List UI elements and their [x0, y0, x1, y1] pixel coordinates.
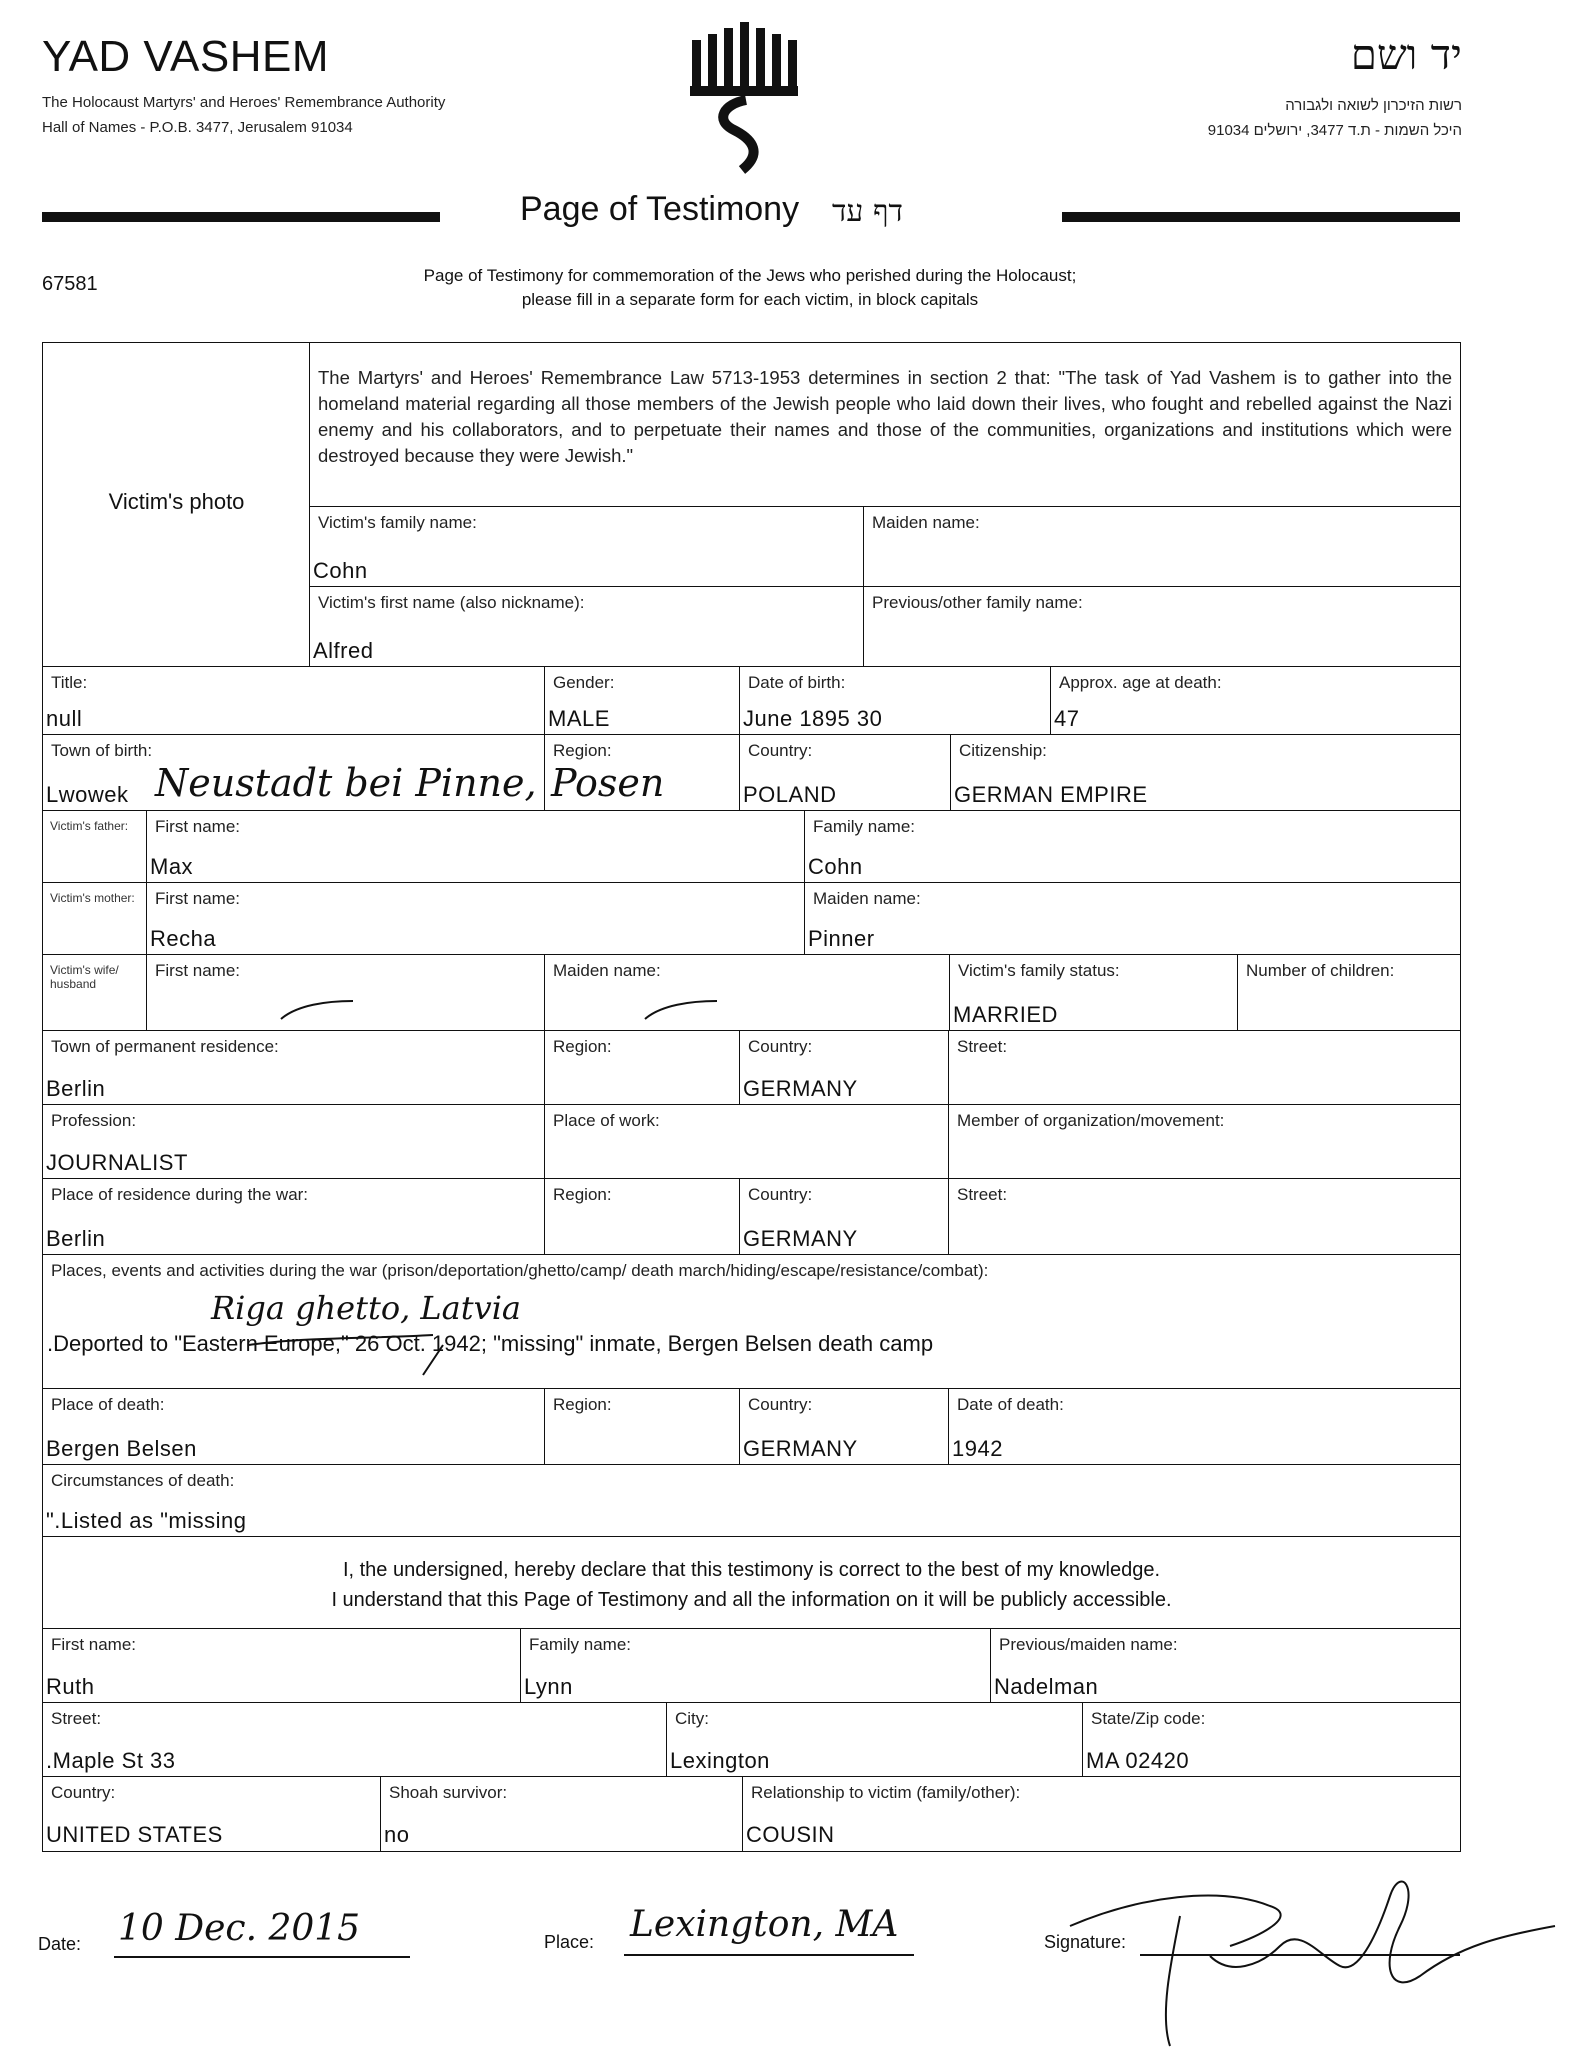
org-name-en: YAD VASHEM	[42, 32, 329, 81]
submitter-first-name: Ruth	[46, 1674, 95, 1699]
spouse-first-name-field	[146, 954, 546, 1032]
handwritten-dash-icon	[277, 995, 357, 1025]
circumstances-field	[42, 1464, 1461, 1538]
organization-field	[948, 1104, 1461, 1180]
victim-prev-family-field	[863, 586, 1461, 668]
signature-icon	[1060, 1856, 1560, 2056]
shoah-survivor-field	[380, 1776, 744, 1852]
mother-maiden-name-field	[804, 882, 1461, 956]
field-label: Maiden name:	[872, 513, 980, 532]
submitter-first-name-field	[42, 1628, 522, 1704]
war-street-field	[948, 1178, 1461, 1256]
field-label: Approx. age at death:	[1059, 673, 1222, 692]
field-label: Place of death:	[51, 1395, 165, 1414]
handwritten-strike-icon	[243, 1325, 463, 1385]
field-label: Region:	[553, 741, 612, 760]
place-label: Place:	[544, 1932, 595, 1952]
field-label: First name:	[51, 1635, 137, 1654]
law-text: The Martyrs' and Heroes' Remembrance Law 5713-1953 determines in section 2 that: "The task of Yad Vashem is to gather into the homeland material regarding all those members of the Jewish people who laid down their lives, who fought and rebelled against the Nazi enemy and his collaborators, and to perpetuate their names and those of the communities, organizations and institutions which were destroyed because they were Jewish."	[318, 367, 1452, 466]
war-country-field	[739, 1178, 950, 1256]
victim-age: 47	[1054, 706, 1080, 731]
residence-country-field	[739, 1030, 950, 1106]
field-label: Victim's family status:	[958, 961, 1120, 980]
field-label: First name:	[155, 889, 241, 908]
org-subtitle-en: The Holocaust Martyrs' and Heroes' Remembrance Authority	[42, 94, 446, 111]
profession: JOURNALIST	[46, 1150, 188, 1175]
declaration-box	[42, 1536, 1461, 1630]
title-bar-left	[42, 212, 440, 222]
mother-first-name-field	[146, 882, 806, 956]
spouse-side-label	[42, 954, 148, 1032]
handwritten-birth-region: Posen	[551, 761, 665, 805]
field-label: State/Zip code:	[1091, 1709, 1206, 1728]
spouse-maiden-name-field	[544, 954, 951, 1032]
declaration-text	[43, 1555, 1460, 1615]
date-line	[114, 1956, 410, 1958]
place-of-work-field	[544, 1104, 950, 1180]
submitter-prev-name: Nadelman	[994, 1674, 1099, 1699]
field-label: Maiden name:	[553, 961, 661, 980]
form-intro-line1: Page of Testimony for commemoration of the Jews who perished during the Holocaust;	[423, 266, 1077, 285]
side-label: Victim's wife/ husband	[50, 963, 119, 991]
field-label: First name:	[155, 817, 241, 836]
war-region-field	[544, 1178, 741, 1256]
date-of-death-field	[948, 1388, 1461, 1466]
victim-maiden-name-field	[863, 506, 1461, 588]
field-label: Place of residence during the war:	[51, 1185, 309, 1204]
submitter-state-zip: MA 02420	[1086, 1748, 1190, 1773]
dob-field	[739, 666, 1052, 736]
document-number: 67581	[42, 273, 98, 295]
victim-title: null	[46, 706, 83, 731]
title-bar-right	[1062, 212, 1460, 222]
field-label: Region:	[553, 1037, 612, 1056]
declaration-line2: I understand that this Page of Testimony and all the information on it will be publicly accessible.	[331, 1589, 1172, 1611]
handwritten-town-of-birth: Neustadt bei Pinne,	[155, 761, 537, 805]
victim-dob: June 1895 30	[743, 706, 883, 731]
place-line	[624, 1954, 914, 1956]
children-field	[1237, 954, 1461, 1032]
family-status: MARRIED	[953, 1002, 1058, 1027]
submitter-prev-name-field	[990, 1628, 1461, 1704]
field-label: Country:	[748, 1185, 813, 1204]
relationship: COUSIN	[746, 1822, 835, 1847]
page-title-he: דף עד	[832, 194, 903, 229]
field-label: Places, events and activities during the war (prison/deportation/ghetto/camp/ death march/hiding/escape/resistance/combat):	[51, 1261, 989, 1280]
father-side-label	[42, 810, 148, 884]
handwritten-events-note: Riga ghetto, Latvia	[211, 1289, 521, 1327]
death-country: GERMANY	[743, 1436, 858, 1461]
field-label: Profession:	[51, 1111, 137, 1130]
submitter-family-name-field	[520, 1628, 992, 1704]
field-label: Citizenship:	[959, 741, 1047, 760]
war-events-text: .Deported to "Eastern Europe," 26 Oct. 1942; "missing" inmate, Bergen Belsen death camp	[47, 1331, 934, 1356]
submitter-street: .Maple St 33	[46, 1748, 176, 1773]
war-country: GERMANY	[743, 1226, 858, 1251]
citizenship-field	[950, 734, 1461, 812]
victim-first-name-field	[309, 586, 865, 668]
title-field	[42, 666, 546, 736]
submitter-country: UNITED STATES	[46, 1822, 223, 1847]
field-label: Country:	[748, 1395, 813, 1414]
victim-gender: MALE	[548, 706, 610, 731]
submitter-city: Lexington	[670, 1748, 770, 1773]
field-label: Number of children:	[1246, 961, 1395, 980]
field-label: Street:	[957, 1185, 1008, 1204]
victim-birth-country: POLAND	[743, 782, 837, 807]
yad-vashem-logo-icon	[684, 20, 800, 180]
gender-field	[544, 666, 741, 736]
victim-family-name: Cohn	[313, 558, 368, 583]
birth-region-field	[544, 734, 741, 812]
field-label: Date of death:	[957, 1395, 1064, 1414]
field-label: Family name:	[529, 1635, 632, 1654]
place-of-death: Bergen Belsen	[46, 1436, 197, 1461]
residence-town-field	[42, 1030, 546, 1106]
war-events-field	[42, 1254, 1461, 1390]
field-label: Region:	[553, 1185, 612, 1204]
relationship-field	[742, 1776, 1461, 1852]
submitter-city-field	[666, 1702, 1084, 1778]
field-label: Town of permanent residence:	[51, 1037, 279, 1056]
field-label: Title:	[51, 673, 88, 692]
mother-side-label	[42, 882, 148, 956]
declaration-line1: I, the undersigned, hereby declare that this testimony is correct to the best of my knowledge.	[342, 1559, 1161, 1581]
residence-street-field	[948, 1030, 1461, 1106]
field-label: Maiden name:	[813, 889, 921, 908]
residence-region-field	[544, 1030, 741, 1106]
signed-place: Lexington, MA	[630, 1904, 899, 1945]
field-label: Victim's family name:	[318, 513, 477, 532]
signed-date: 10 Dec. 2015	[118, 1908, 361, 1949]
side-label: Victim's father:	[50, 819, 129, 833]
victim-town-of-birth: Lwowek	[46, 782, 129, 807]
field-label: Previous/maiden name:	[999, 1635, 1178, 1654]
date-label: Date:	[38, 1934, 82, 1954]
death-country-field	[739, 1388, 950, 1466]
mother-maiden-name: Pinner	[808, 926, 875, 951]
org-address-he: היכל השמות - ת.ד 3477, ירושלים 91034	[1207, 122, 1462, 139]
signature-label: Signature:	[1044, 1932, 1127, 1952]
field-label: Country:	[51, 1783, 116, 1802]
field-label: Town of birth:	[51, 741, 153, 760]
form-intro	[300, 264, 1200, 312]
field-label: Street:	[957, 1037, 1008, 1056]
circumstances-of-death: ".Listed as "missing	[46, 1508, 247, 1533]
date-of-death: 1942	[952, 1436, 1003, 1461]
profession-field	[42, 1104, 546, 1180]
field-label: Country:	[748, 741, 813, 760]
org-address-en: Hall of Names - P.O.B. 3477, Jerusalem 91034	[42, 119, 353, 136]
mother-first-name: Recha	[150, 926, 217, 951]
field-label: Victim's first name (also nickname):	[318, 593, 585, 612]
field-label: Shoah survivor:	[389, 1783, 508, 1802]
town-of-birth-field	[42, 734, 546, 812]
field-label: Place of work:	[553, 1111, 660, 1130]
death-region-field	[544, 1388, 741, 1466]
org-name-he: יד ושם	[1350, 30, 1462, 79]
field-label: First name:	[155, 961, 241, 980]
victim-first-name: Alfred	[313, 638, 374, 663]
age-field	[1050, 666, 1461, 736]
law-text-box	[309, 342, 1461, 508]
field-label: Family name:	[813, 817, 916, 836]
field-label: Previous/other family name:	[872, 593, 1083, 612]
submitter-country-field	[42, 1776, 382, 1852]
victim-family-name-field	[309, 506, 865, 588]
field-label: Street:	[51, 1709, 102, 1728]
place-of-death-field	[42, 1388, 546, 1466]
residence-town: Berlin	[46, 1076, 106, 1101]
form-intro-line2: please fill in a separate form for each victim, in block capitals	[521, 290, 979, 309]
birth-country-field	[739, 734, 952, 812]
shoah-survivor: no	[384, 1822, 410, 1847]
side-label: Victim's mother:	[50, 891, 135, 905]
submitter-street-field	[42, 1702, 668, 1778]
field-label: Member of organization/movement:	[957, 1111, 1225, 1130]
family-status-field	[949, 954, 1239, 1032]
father-first-name: Max	[150, 854, 194, 879]
page-title: Page of Testimony	[520, 190, 800, 228]
field-label: Country:	[748, 1037, 813, 1056]
field-label: City:	[675, 1709, 709, 1728]
residence-country: GERMANY	[743, 1076, 858, 1101]
father-family-name-field	[804, 810, 1461, 884]
field-label: Gender:	[553, 673, 615, 692]
submitter-family-name: Lynn	[524, 1674, 573, 1699]
victim-photo-box	[42, 342, 311, 668]
father-family-name: Cohn	[808, 854, 863, 879]
field-label: Relationship to victim (family/other):	[751, 1783, 1021, 1802]
field-label: Date of birth:	[748, 673, 846, 692]
org-subtitle-he: רשות הזיכרון לשואה ולגבורה	[1285, 97, 1462, 114]
war-residence-field	[42, 1178, 546, 1256]
victim-photo-label: Victim's photo	[108, 489, 245, 514]
victim-citizenship: GERMAN EMPIRE	[954, 782, 1148, 807]
handwritten-dash-icon	[641, 995, 721, 1025]
submitter-state-field	[1082, 1702, 1461, 1778]
father-first-name-field	[146, 810, 806, 884]
field-label: Region:	[553, 1395, 612, 1414]
field-label: Circumstances of death:	[51, 1471, 235, 1490]
war-residence: Berlin	[46, 1226, 106, 1251]
